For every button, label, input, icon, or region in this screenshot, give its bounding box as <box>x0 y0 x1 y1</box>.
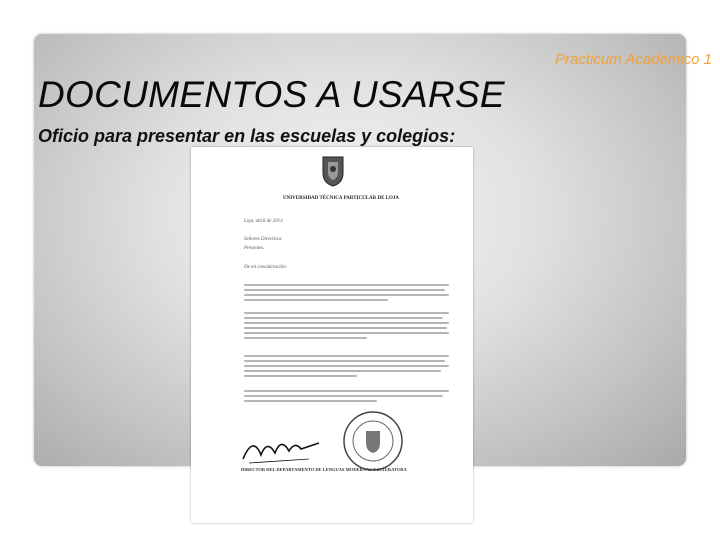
body-paragraph <box>244 312 449 342</box>
header-label: Practicum Academico 1 <box>554 51 712 68</box>
slide-title: DOCUMENTOS A USARSE <box>38 74 505 115</box>
handwritten-signature-icon <box>239 429 329 469</box>
body-paragraph <box>244 390 449 405</box>
body-paragraph <box>244 355 449 380</box>
slide-subtitle: Oficio para presentar en las escuelas y colegios: <box>38 126 456 146</box>
document-image <box>191 147 473 523</box>
body-paragraph <box>244 284 449 304</box>
salutation-line-2: Presentes. <box>244 246 265 251</box>
salutation-line: Señores Directivos <box>244 237 282 242</box>
signature-title: DIRECTOR DEL DEPARTAMENTO DE LENGUAS MODERNAS Y LITERATURA <box>241 467 407 472</box>
university-name: UNIVERSIDAD TÉCNICA PARTICULAR DE LOJA <box>283 196 400 201</box>
university-crest-icon <box>320 155 346 187</box>
official-seal-icon <box>341 409 405 473</box>
date-line: Loja, abril de 2013 <box>244 219 283 224</box>
greeting-line: De mi consideración: <box>244 265 288 270</box>
